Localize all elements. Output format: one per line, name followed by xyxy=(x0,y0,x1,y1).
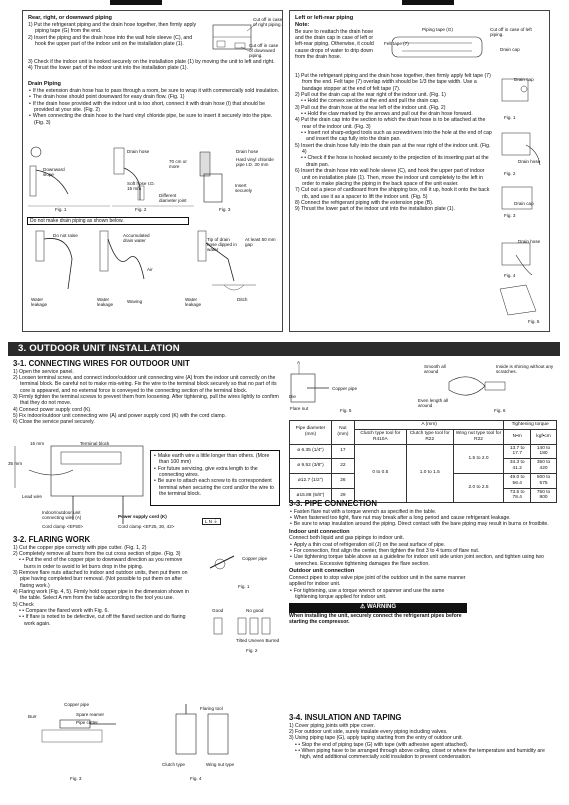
outdoor-item: • For tightening, use a torque wrench or spanner and use the same tightening torque applied for indoor unit. xyxy=(289,588,467,601)
cell-nm: 49.0 to 56.4 xyxy=(504,473,531,488)
cutoff-down-label: Cut off in case of downward piping. xyxy=(249,43,279,59)
step-item: 5) Insert the drain hose fully into the drain pan at the rear right of the indoor unit. (Fig. 4) xyxy=(295,142,491,156)
inside-shining-label: Inside is shining without any scratches. xyxy=(496,364,554,375)
step-item: 6) Insert the drain hose into wall hole sleeve (C), and hook the upper part of indoor unit on installation plate (1). Then, move the indoor unit completely to the left in order to make placing the piping in the back space of the unit easier. xyxy=(295,168,485,187)
step-item: 9) Thrust the lower part of the indoor unit into the installation plate (1). xyxy=(295,206,455,213)
s31-item: 5) Fix indoor/outdoor unit connecting wire (A) and power supply cord (K) with the cord clamp. xyxy=(13,412,227,419)
step-subitem: • • Check if the hose is hooked securely to the projection of its inserting part at the drain pan. xyxy=(295,155,493,168)
bad-drain-figures xyxy=(28,229,280,329)
cell-pipe: ø12.7 (1/2") xyxy=(290,473,332,488)
cell-nut: 17 xyxy=(331,444,354,459)
connecting-wire-label: Indoor/outdoor unit connecting wire (A) xyxy=(42,510,82,521)
th-nm: N•m xyxy=(504,429,531,444)
die-label: Die xyxy=(289,394,296,399)
spare-reamer-label: Spare reamer xyxy=(76,712,105,717)
s32-item: 1) Cut the copper pipe correctly with pipe cutter. (Fig. 1, 2) xyxy=(13,544,147,551)
s31-item: 6) Close the service panel securely. xyxy=(13,419,95,426)
flaring-tool-label: Flaring tool xyxy=(200,706,223,711)
do-not-raise-label: Do not raise xyxy=(53,233,78,238)
left-piping-steps xyxy=(295,73,493,213)
s34-item: 3) Using piping tape (G), apply taping starting from the entry of outdoor unit. xyxy=(289,735,463,742)
cell-kgf: 750 to 800 xyxy=(531,488,557,503)
indoor-item: • For connection, first align the center, then tighten the first 3 to 4 turns of flare nut. xyxy=(289,548,557,554)
cell-nm: 34.3 to 41.2 xyxy=(504,459,531,474)
header-tab-right xyxy=(402,0,454,5)
left-rear-piping-box xyxy=(289,10,550,332)
gap-label: At least 50 mm gap xyxy=(245,237,276,248)
s31-item: 2) Loosen terminal screw, and connect indoor/outdoor unit connecting wire (A) from the indoor unit correctly on the terminal block. Be careful not to make mis-wiring. Fix the wire to the terminal block securely so that no part of its core is appeared, and no external force is conveyed to the connecting section of the terminal block. xyxy=(13,374,277,394)
s34-item: 1) Cover piping joints with pipe cover. xyxy=(289,722,375,729)
cord-clamp-label-2: Cord clamp <EF25, 30, 42> xyxy=(118,524,175,529)
fig1-caption: Fig. 1 xyxy=(55,207,67,212)
fig6-caption: Fig. 6 xyxy=(494,408,506,413)
cell-pipe: ø 9.52 (3/8") xyxy=(290,459,332,474)
step-subitem: • • Hold the convex section at the end and pull the drain cap. xyxy=(295,98,493,104)
drain-item: • The drain hose should point downward for easy drain flow. (Fig. 1) xyxy=(28,94,280,100)
flare-nut-label: Flare nut xyxy=(290,406,309,411)
soft-hose-label: Soft hose I.D. 15 mm xyxy=(127,181,155,192)
cell-nut: 29 xyxy=(331,488,354,503)
cell-pipe: ø 6.35 (1/4") xyxy=(290,444,332,459)
drain-hose-label-right: Drain hose xyxy=(518,159,541,164)
piping-tape-label: Piping tape (G) xyxy=(422,27,453,32)
waving-label: Waving xyxy=(127,299,143,304)
s33-item: • Be sure to wrap insulation around the piping. Direct contact with the bare piping may result in burns or frostbite. xyxy=(289,521,557,527)
wire-notes-box xyxy=(150,450,280,506)
fig2-caption: Fig. 2 xyxy=(135,207,147,212)
th-clutch410: Clutch type tool for R410A xyxy=(354,429,406,444)
tilted-label: Tilted Uneven Burred xyxy=(236,638,280,643)
s34-title: 3-4. INSULATION AND TAPING xyxy=(289,713,402,722)
drain-item: • If the drain hose provided with the indoor unit is too short, connect it with drain hose (I) that should be provided at your site. (Fig. 2) xyxy=(28,101,280,114)
warning-text: When installing the unit, securely connect the refrigerant pipes before starting the compressor. xyxy=(289,612,462,625)
fig5-caption-right: Fig. 5 xyxy=(528,319,540,324)
downward-slope-label: Downward slope xyxy=(43,167,65,178)
s32-subitem: • • If flare is noted to be defective, cut off the flared section and do flaring work again. xyxy=(13,614,191,627)
cell-kgf: 350 to 420 xyxy=(531,459,557,474)
copper-pipe-label-2: Copper pipe xyxy=(64,702,90,707)
s31-item: 4) Connect power supply cord (K). xyxy=(13,406,92,413)
rear-item: 3) Check if the indoor unit is hooked securely on the installation plate (1) by moving the unit to left and right. xyxy=(28,59,275,65)
step-subitem: • • Insert not sharp-edged tools such as screwdrivers into the hole at the end of cap and insert the cap fully into the drain pan. xyxy=(295,130,493,143)
s32-item: 5) Check xyxy=(13,601,34,608)
terminal-lnb-label: L N ⏚ xyxy=(202,518,221,525)
th-torque: Tightening torque xyxy=(504,421,557,430)
even-length-label: Even length all around xyxy=(418,398,449,409)
s32-subitem: • • Put the end of the copper pipe to downward direction as you remove burrs in order to avoid to let burrs drop in the piping. xyxy=(13,557,191,570)
step-subitem: • • Hold the claw marked by the arrows and pull out the drain hose forward. xyxy=(295,111,493,117)
fig2-caption-right: Fig. 2 xyxy=(504,171,516,176)
s31-list xyxy=(13,369,281,426)
cutoff-right-label: Cut off in case of right piping. xyxy=(253,17,283,28)
accumulated-water-label: Accumulated drain water xyxy=(123,233,150,244)
cell-wing-b: 2.0 to 2.5 xyxy=(453,473,504,502)
cell-clutch22: 1.0 to 1.5 xyxy=(406,444,453,503)
drain-cap-label-2: Drain cap xyxy=(514,77,534,82)
left-piping-heading: Left or left-rear piping xyxy=(295,15,354,21)
cord-clamp-label: Cord clamp <EF50> xyxy=(42,524,84,529)
cell-clutch410: 0 to 0.5 xyxy=(354,444,406,503)
warning-title: ⚠ WARNING xyxy=(289,603,467,612)
s32-item: 4) Flaring work (Fig. 4, 5). Firmly hold copper pipe in the dimension shown in the table. Select A mm from the table according to the tool you use. xyxy=(13,588,189,602)
th-a: A (mm) xyxy=(354,421,503,430)
cell-kgf: 500 to 575 xyxy=(531,473,557,488)
terminal-block-label: Terminal block xyxy=(80,441,110,446)
different-joint-label: Different diameter joint xyxy=(159,193,187,204)
header-tab-left xyxy=(110,0,162,5)
indoor-connection-title: Indoor unit connection xyxy=(289,528,350,535)
water-leakage-label-3: Water leakage xyxy=(185,297,202,308)
rear-item: 4) Thrust the lower part of the indoor unit into the installation plate (1). xyxy=(28,65,188,72)
indoor-item: • Apply a thin coat of refrigeration oil (J) on the seat surface of pipe. xyxy=(289,542,557,548)
fig5-caption: Fig. 5 xyxy=(340,408,352,413)
fig1-caption-flare: Fig. 1 xyxy=(238,584,250,589)
piping-tape-diagram xyxy=(382,29,492,71)
s33-list xyxy=(289,509,557,528)
good-label: Good xyxy=(212,608,224,613)
rear-item: 2) Insert the piping and the drain hose into the wall hole sleeve (C), and hook the upper part of the indoor unit on the installation plate (1). xyxy=(28,34,193,47)
a-label: A xyxy=(297,360,301,365)
step-item: 2) Pull out the drain cap at the rear right of the indoor unit. (Fig. 1) xyxy=(295,92,446,99)
insert-securely-label: Insert securely xyxy=(235,183,253,194)
fig4-caption-flare: Fig. 4 xyxy=(190,776,202,781)
reamer-figure xyxy=(20,700,130,760)
wire-note: • Be sure to attach each screw to its correspondent terminal when securing the cord and/or the wire to the terminal block. xyxy=(153,478,277,497)
water-leakage-label-2: Water leakage xyxy=(97,297,114,308)
drain-piping-heading: Drain Piping xyxy=(28,81,61,87)
burr-label: Burr xyxy=(28,714,37,719)
table-row xyxy=(290,444,557,459)
water-leakage-label-1: Water leakage xyxy=(31,297,48,308)
note-label: Note: xyxy=(295,21,310,28)
air-label: Air xyxy=(147,267,153,272)
tip-dipped-label: Tip of drain hose dipped in water xyxy=(207,237,237,253)
s33-item: • Fasten flare nut with a torque wrench as specified in the table. xyxy=(289,509,557,515)
note-text: Be sure to reattach the drain hose and the drain cap in case of left or left-rear piping. Otherwise, it could cause drops of water to drip down from the drain hose. xyxy=(295,28,374,60)
s34-item: 2) For outdoor unit side, surely insulate every piping including valves. xyxy=(289,728,448,735)
pipe-cutter-label: Pipe cutter xyxy=(76,720,98,725)
s32-list xyxy=(13,545,191,627)
outdoor-connection-text: Connect pipes to stop valve pipe joint of the outdoor unit in the same manner applied for indoor unit. xyxy=(289,574,466,588)
drain-item: • When connecting the drain hose to the hard vinyl chloride pipe, be sure to insert it securely into the pipe. (Fig. 3) xyxy=(28,113,280,126)
section-3-title: 3. OUTDOOR UNIT INSTALLATION xyxy=(8,342,560,356)
thirtyfive-mm-label: 35 mm xyxy=(8,461,23,466)
drain-cap-label: Drain cap xyxy=(500,47,520,52)
s34-list xyxy=(289,723,557,761)
indoor-connection-text: Connect both liquid and gas pipings to indoor unit. xyxy=(289,535,405,542)
fig3-caption-right: Fig. 3 xyxy=(504,213,516,218)
cell-wing-a: 1.5 to 2.0 xyxy=(453,444,504,473)
th-pipe: Pipe diameter (mm) xyxy=(290,421,332,445)
indoor-item: • Use tightening torque table above as a guideline for indoor unit side union joint section, and tighten using two wrenches. Excessive tightening damages the flare section. xyxy=(289,554,557,567)
flare-torque-table xyxy=(289,420,557,503)
s32-subitem: • • Compare the flared work with Fig. 6. xyxy=(13,608,191,614)
copper-pipe-label: Copper pipe xyxy=(242,556,268,561)
s32-title: 3-2. FLARING WORK xyxy=(13,535,91,544)
clutch-type-label: Clutch type xyxy=(162,762,185,767)
no-drain-title: Do not make drain piping as shown below. xyxy=(27,217,189,225)
cell-kgf: 140 to 180 xyxy=(531,444,557,459)
seventy-cm-label: 70 cm or more xyxy=(169,159,187,170)
s31-item: 3) Firmly tighten the terminal screws to prevent them from loosening. After tightening, pull the wires lightly to confirm that they do not move. xyxy=(13,393,279,407)
s33-item: • When fastened too tight, flare nut may break after a long period and cause refrigerant leakage. xyxy=(289,515,557,521)
cell-nut: 22 xyxy=(331,459,354,474)
lead-wire-label: Lead wire xyxy=(22,494,42,499)
fig2-caption-flare: Fig. 2 xyxy=(246,648,258,653)
cutoff-left-label: Cut off in case of left piping. xyxy=(490,27,532,38)
drain-hose-label-2: Drain hose xyxy=(236,149,259,154)
step-item: 1) Put the refrigerant piping and the drain hose together, then firmly apply felt tape (7) from the end. Felt tape (7) overlap width should be 1/3 the tape width. Use a bandage stopper at the end of felt tape (7). xyxy=(295,73,491,92)
power-cord-label: Power supply cord (K) xyxy=(118,514,167,519)
cell-nut: 26 xyxy=(331,473,354,488)
rear-piping-heading: Rear, right, or downward piping xyxy=(28,15,112,21)
s34-subitem: • • When piping have to be arranged through above ceiling, closet or where the temperature and humidity are high, wind additional commercially sold insulation to prevent condensation. xyxy=(289,748,557,761)
drain-hose-label-right-2: Drain hose xyxy=(518,239,541,244)
s34-subitem: • • Stop the end of piping tape (G) with tape (with adhesive agent attached). xyxy=(289,742,557,748)
left-piping-box xyxy=(22,10,283,332)
rear-item: 1) Put the refrigerant piping and the drain hose together, then firmly apply piping tape (G) from the end. xyxy=(28,21,197,35)
ditch-label: Ditch xyxy=(237,297,248,302)
fig3-caption-flare: Fig. 3 xyxy=(70,776,82,781)
cell-pipe: ø15.88 (5/8") xyxy=(290,488,332,503)
cell-nm: 73.5 to 78.4 xyxy=(504,488,531,503)
fifteen-mm-label: 15 mm xyxy=(30,441,45,446)
s32-item: 2) Completely remove all burrs from the cut cross section of pipe. (Fig. 3) xyxy=(13,550,181,557)
s33-title: 3-3. PIPE CONNECTION xyxy=(289,499,377,508)
drain-cap-figures xyxy=(496,75,550,325)
wire-note: • For future servicing, give extra length to the connecting wires. xyxy=(153,466,277,479)
s32-item: 3) Remove flare nuts attached to indoor and outdoor units, then put them on pipe having completed burr removal. (Not possible to put them on after flaring work.) xyxy=(13,569,188,589)
felt-tape-label: Felt tape (7) xyxy=(384,41,409,46)
hard-vinyl-label: Hard vinyl chloride pipe I.D. 30 mm xyxy=(236,157,274,168)
drain-piping-list xyxy=(28,88,280,126)
th-wing: Wing nut type tool for R22 xyxy=(453,429,504,444)
no-good-label: No good xyxy=(246,608,264,613)
step-item: 7) Cut out a piece of cardboard from the shipping box, roll it up, hook it onto the back rib, and use it as a spacer to lift the indoor unit. (Fig. 5) xyxy=(295,187,490,200)
fig4-caption-right: Fig. 4 xyxy=(504,273,516,278)
wire-note: • Make earth wire a little longer than others. (More than 100 mm) xyxy=(153,453,277,466)
wing-nut-type-label: Wing nut type xyxy=(206,762,235,767)
drain-cap-label-3: Drain cap xyxy=(514,201,534,206)
drain-hose-label: Drain hose xyxy=(127,149,150,154)
step-item: 8) Connect the refrigerant piping with the extension pipe (B). xyxy=(295,199,434,206)
th-kgf: kgf•cm xyxy=(531,429,557,444)
copper-pipe-label-3: Copper pipe xyxy=(332,386,358,391)
drain-figures xyxy=(28,144,278,214)
outdoor-connection-title: Outdoor unit connection xyxy=(289,568,355,575)
th-clutch22: Clutch type tool for R22 xyxy=(406,429,453,444)
th-nut: Nut (mm) xyxy=(331,421,354,445)
s31-item: 1) Open the service panel. xyxy=(13,368,74,375)
drain-item: • If the extension drain hose has to pass through a room, be sure to wrap it with commercially sold insulation. xyxy=(28,88,280,94)
fig3-caption: Fig. 3 xyxy=(219,207,231,212)
s31-title: 3-1. CONNECTING WIRES FOR OUTDOOR UNIT xyxy=(13,359,190,368)
step-item: 3) Pull out the drain hose at the rear left of the indoor unit. (Fig. 2) xyxy=(295,104,446,111)
cell-nm: 13.7 to 17.7 xyxy=(504,444,531,459)
smooth-label: Smooth all around xyxy=(424,364,446,375)
fig1-caption-right: Fig. 1 xyxy=(504,115,516,120)
rear-piping-list xyxy=(28,22,203,47)
step-item: 4) Put the drain cap into the section to which the drain hose is to be attached at the rear of the indoor unit. (Fig. 3) xyxy=(295,117,486,130)
